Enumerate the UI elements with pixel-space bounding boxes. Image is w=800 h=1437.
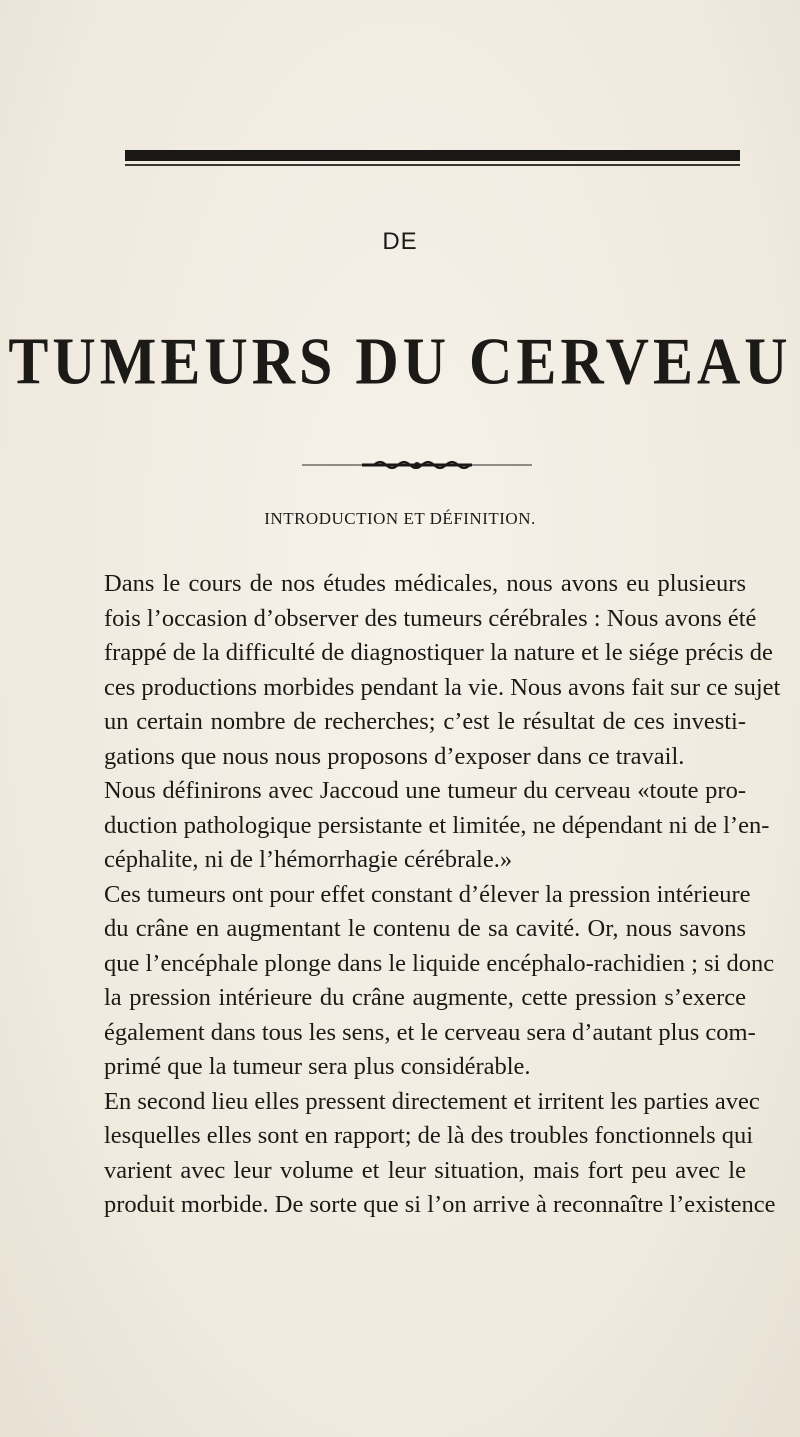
top-rule-thick bbox=[125, 150, 740, 161]
body-text bbox=[104, 567, 781, 1223]
text-line: varient avec leur volume et leur situation, mais fort peu avec le bbox=[104, 1156, 746, 1184]
text-line: Nous définirons avec Jaccoud une tumeur du cerveau «toute pro- bbox=[104, 777, 746, 804]
text-line: fois l’occasion d’observer des tumeurs cérébrales : Nous avons été bbox=[104, 604, 757, 632]
text-line: frappé de la difficulté de diagnostiquer la nature et le siége précis de bbox=[104, 639, 773, 666]
page-title: TUMEURS DU CERVEAU bbox=[8, 324, 792, 399]
text-line: Ces tumeurs ont pour effet constant d’élever la pression intérieure bbox=[104, 880, 751, 908]
heading-de: DE bbox=[382, 228, 418, 255]
text-line: primé que la tumeur sera plus considérable. bbox=[104, 1053, 531, 1080]
ornament-divider bbox=[302, 458, 532, 472]
text-line: que l’encéphale plonge dans le liquide encéphalo-rachidien ; si donc bbox=[104, 949, 775, 977]
text-line: lesquelles elles sont en rapport; de là des troubles fonctionnels qui bbox=[104, 1122, 754, 1149]
text-line: Dans le cours de nos études médicales, nous avons eu plusieurs bbox=[104, 570, 746, 597]
text-line: duction pathologique persistante et limitée, ne dépendant ni de l’en- bbox=[104, 811, 770, 839]
top-rule-thin bbox=[125, 164, 740, 166]
text-line: En second lieu elles pressent directement et irritent les parties avec bbox=[104, 1087, 760, 1115]
text-line: ces productions morbides pendant la vie. Nous avons fait sur ce sujet bbox=[104, 673, 781, 701]
text-line: également dans tous les sens, et le cerveau sera d’autant plus com- bbox=[104, 1018, 756, 1046]
text-line: du crâne en augmentant le contenu de sa cavité. Or, nous savons bbox=[104, 915, 746, 942]
section-title: INTRODUCTION ET DÉFINITION. bbox=[264, 509, 536, 528]
text-line: céphalite, ni de l’hémorrhagie cérébrale.» bbox=[104, 846, 513, 873]
text-line: produit morbide. De sorte que si l’on arrive à reconnaître l’existence bbox=[104, 1191, 776, 1218]
text-line: gations que nous nous proposons d’exposer dans ce travail. bbox=[104, 742, 685, 770]
text-line: la pression intérieure du crâne augmente, cette pression s’exerce bbox=[104, 984, 746, 1011]
text-line: un certain nombre de recherches; c’est le résultat de ces investi- bbox=[104, 708, 746, 735]
